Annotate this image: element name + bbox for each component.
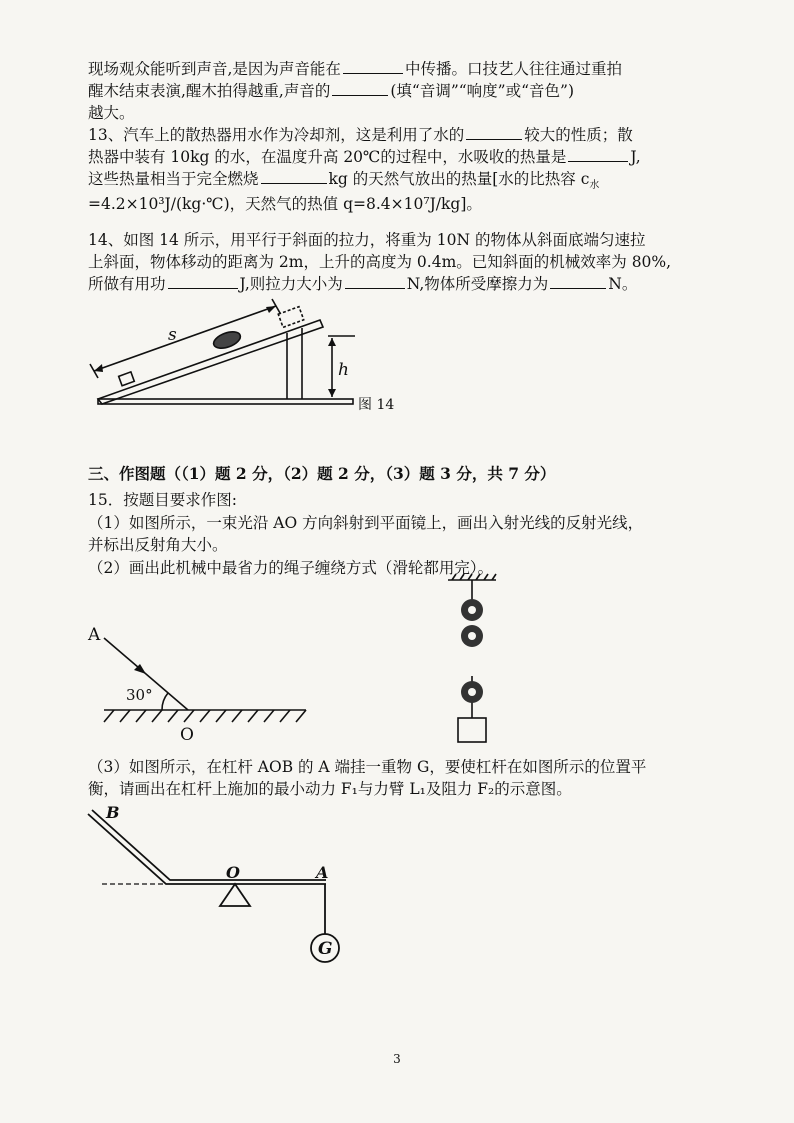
arrowhead (328, 389, 336, 397)
arrowhead (328, 338, 336, 346)
q13-text: kg 的天然气放出的热量[水的比热容 c (328, 170, 590, 188)
q13-line-4 (88, 193, 698, 215)
q12-line-2 (88, 80, 698, 102)
answer-blank[interactable] (261, 169, 327, 184)
mirror-figure (84, 618, 314, 748)
q13-text: 这些热量相当于完全燃烧 (88, 170, 259, 188)
q12-line-3 (88, 102, 698, 124)
answer-blank[interactable] (568, 147, 628, 162)
q15-p2 (88, 557, 698, 579)
figure-14-caption: 图 14 (358, 397, 395, 413)
label-h: h (338, 360, 349, 380)
subscript-water: 水 (589, 180, 600, 192)
fixed-pulley-upper (461, 599, 483, 621)
label-s: s (168, 325, 177, 345)
q15-text: （3）如图所示，在杠杆 AOB 的 A 端挂一重物 G，要使杠杆在如图所示的位置平 (88, 758, 647, 776)
lever-figure (80, 800, 360, 980)
answer-blank[interactable] (168, 274, 238, 289)
q12-text: 醒木结束表演,醒木拍得越重,声音的 (88, 82, 331, 100)
answer-blank[interactable] (345, 274, 405, 289)
point-o-label: O (180, 725, 194, 745)
q15-p1-line-1 (88, 512, 698, 534)
q12-line-1 (88, 58, 698, 80)
q14-line-2 (88, 251, 698, 273)
point-b-label: B (106, 803, 120, 822)
pulley-figure (440, 574, 510, 764)
q15-p3-line-1 (88, 756, 698, 778)
arrowhead (266, 306, 276, 313)
q14-line-1 (88, 229, 698, 251)
arrowhead (94, 364, 103, 372)
q13-line-1 (88, 124, 698, 146)
q15-text: （1）如图所示，一束光沿 AO 方向斜射到平面镜上，画出入射光线的反射光线， (88, 514, 644, 532)
fixed-pulley-lower (461, 625, 483, 647)
angle-arc (162, 693, 168, 710)
fulcrum (220, 884, 250, 906)
answer-blank[interactable] (332, 81, 388, 96)
q14-text: 所做有用功 (88, 275, 166, 293)
angle-label: 30° (126, 686, 153, 704)
weight-g-label: G (318, 939, 333, 959)
section-title: 三、作图题（（1）题 2 分，（2）题 2 分，（3）题 3 分，共 7 分） (88, 464, 556, 483)
answer-blank[interactable] (550, 274, 606, 289)
answer-blank[interactable] (343, 59, 403, 74)
q15-text: 衡，请画出在杠杆上施加的最小动力 F₁与力臂 L₁及阻力 F₂的示意图。 (88, 780, 572, 798)
section-3-title (88, 463, 698, 485)
hanging-weight (458, 718, 486, 742)
q15-intro (88, 489, 698, 511)
q13-text: 较大的性质；散 (524, 126, 633, 144)
q14-line-3 (88, 273, 698, 295)
q13-text: 热器中装有 10kg 的水，在温度升高 20℃的过程中，水吸收的热量是 (88, 148, 567, 166)
incline-plank (98, 320, 323, 404)
q12-text: 中传播。口技艺人往往通过重拍 (404, 60, 622, 78)
q15-text: 15．按题目要求作图: (88, 491, 237, 509)
point-a-label: A (316, 863, 329, 882)
q14-text: J,则拉力大小为 (239, 275, 343, 293)
q12-text: 现场观众能听到声音,是因为声音能在 (88, 60, 341, 78)
q13-text: 13、汽车上的散热器用水作为冷却剂，这是利用了水的 (88, 126, 465, 144)
incline-figure (80, 298, 400, 418)
q15-p1-line-2 (88, 534, 698, 556)
q15-text: （2）画出此机械中最省力的绳子缠绕方式（滑轮都用完）。 (88, 559, 494, 577)
q15-p3-line-2 (88, 778, 698, 800)
q14-text: 上斜面，物体移动的距离为 2m，上升的高度为 0.4m。已知斜面的机械效率为 80%, (88, 253, 672, 271)
answer-blank[interactable] (466, 125, 522, 140)
ground-plank (98, 399, 353, 404)
lever-bar-edge (92, 810, 329, 882)
object-start (119, 372, 135, 386)
point-o-label: O (226, 863, 240, 882)
q14-text: 14、如图 14 所示，用平行于斜面的拉力，将重为 10N 的物体从斜面底端匀速拉 (88, 231, 646, 249)
q15-text: 并标出反射角大小。 (88, 536, 228, 554)
q13-line-2 (88, 146, 698, 168)
lever-bar (88, 814, 329, 884)
distance-arrow (94, 306, 276, 371)
mirror-hatching (104, 710, 306, 722)
q14-text: N,物体所受摩擦力为 (406, 275, 549, 293)
point-a-label: A (88, 625, 101, 645)
page-number: 3 (393, 1052, 401, 1066)
q14-text: N。 (608, 275, 638, 293)
q13-text: J, (630, 148, 641, 166)
q12-text: 越大。 (88, 104, 135, 122)
q13-text: =4.2×10³J/(kg·℃)，天然气的热值 q=8.4×10⁷J/kg]。 (88, 195, 482, 213)
movable-pulley (461, 681, 483, 703)
q12-text: (填“音调”“响度”或“音色”) (390, 82, 574, 100)
object-end (278, 307, 303, 328)
ceiling-hatching (452, 574, 496, 580)
moving-object-icon (211, 329, 242, 352)
